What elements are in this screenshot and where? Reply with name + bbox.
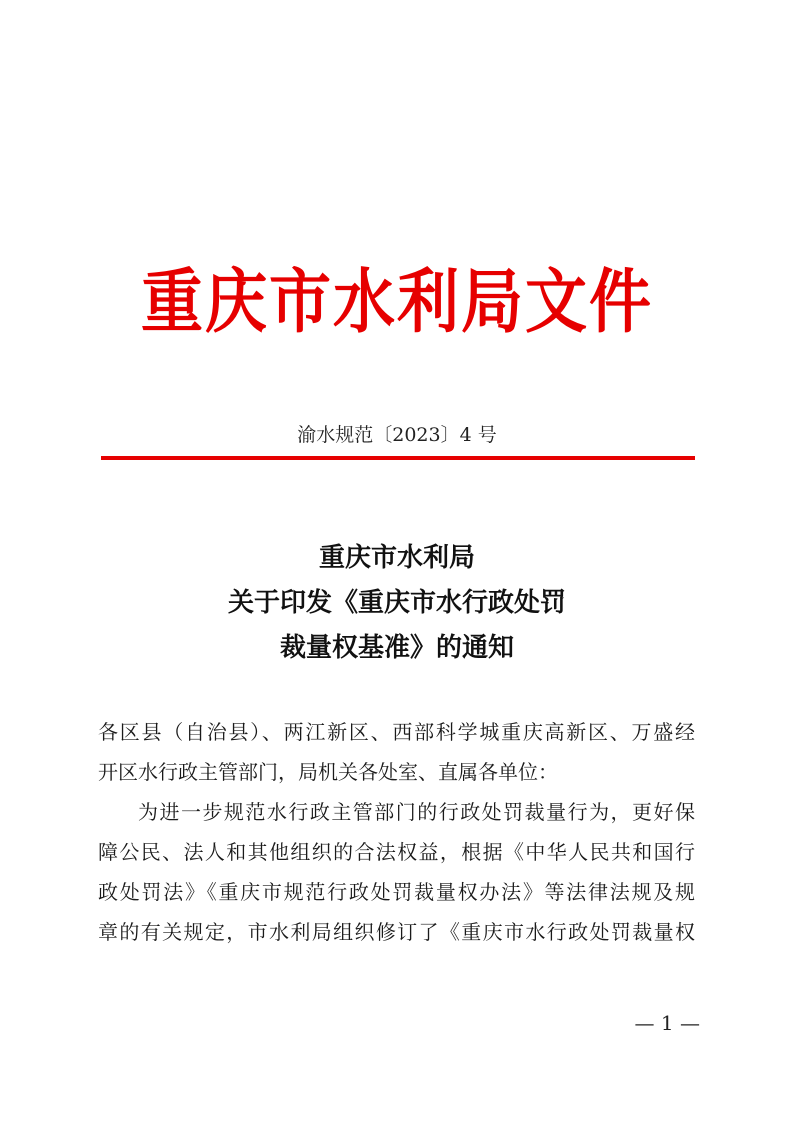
page-number: — 1 — bbox=[634, 1011, 700, 1035]
salutation-line-1: 各区县（自治县）、两江新区、西部科学城重庆高新区、万盛经 bbox=[98, 720, 695, 744]
salutation-line-2: 开区水行政主管部门，局机关各处室、直属各单位： bbox=[98, 760, 558, 784]
document-title-line-3: 裁量权基准》的通知 bbox=[279, 633, 514, 663]
document-title-line-1: 重庆市水利局 bbox=[318, 543, 475, 573]
document-body bbox=[98, 712, 695, 952]
masthead-title: 重庆市水利局文件 bbox=[140, 260, 653, 343]
red-divider-line bbox=[101, 456, 695, 460]
paragraph-line-4: 章的有关规定，市水利局组织修订了《重庆市水行政处罚裁量权 bbox=[98, 920, 695, 944]
document-title-line-2: 关于印发《重庆市水行政处罚 bbox=[227, 588, 566, 618]
paragraph-line-1: 为进一步规范水行政主管部门的行政处罚裁量行为，更好保 bbox=[138, 800, 695, 824]
document-title bbox=[0, 536, 794, 671]
document-number: 渝水规范〔2023〕4 号 bbox=[297, 424, 497, 446]
paragraph-line-3: 政处罚法》《重庆市规范行政处罚裁量权办法》等法律法规及规 bbox=[98, 880, 695, 904]
paragraph-line-2: 障公民、法人和其他组织的合法权益，根据《中华人民共和国行 bbox=[98, 840, 695, 864]
